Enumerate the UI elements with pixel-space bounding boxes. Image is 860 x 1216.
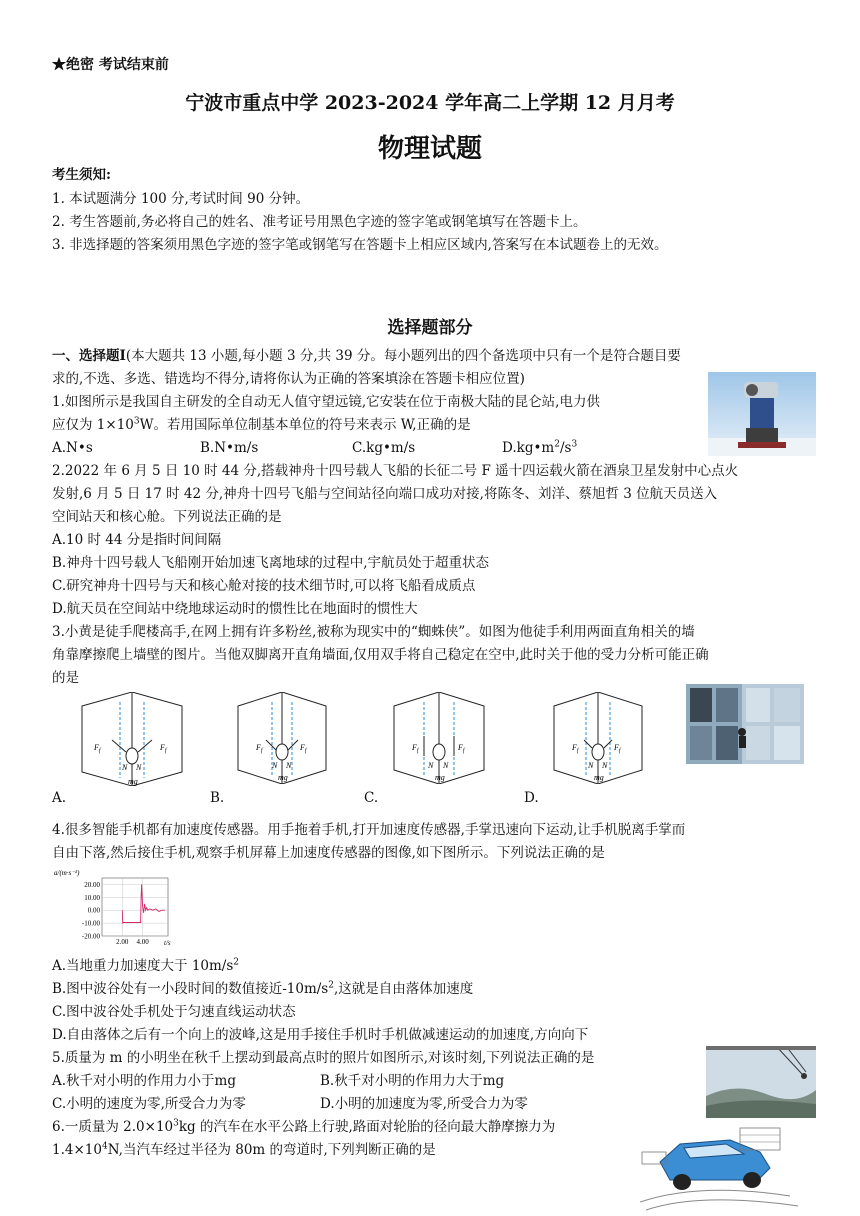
q5-option-c[interactable]: C.小明的速度为零,所受合力为零 (52, 1096, 246, 1112)
swing-photo (706, 1046, 816, 1118)
q2-line-2: 发射,6 月 5 日 17 时 42 分,神舟十四号飞船与空间站径向端口成功对接,将陈冬、刘洋、蔡旭哲 3 位航天员送入 (52, 486, 718, 502)
svg-text:Ff: $F_f$ (300, 743, 307, 754)
q5-option-d[interactable]: D.小明的加速度为零,所受合力为零 (320, 1096, 528, 1112)
q4-line-1: 4.很多智能手机都有加速度传感器。用手拖着手机,打开加速度传感器,手掌迅速向下运动,让手机脱离手掌而 (52, 822, 686, 838)
svg-text:mg: mg (435, 773, 445, 782)
q3-option-b[interactable]: B. (210, 790, 225, 806)
notice-item-2: 2. 考生答题前,务必将自己的姓名、准考证号用黑色字迹的签字笔或钢笔填写在答题卡上。 (52, 214, 587, 230)
wall-climber-photo (686, 684, 804, 764)
q3-diagram-c (392, 692, 486, 784)
q1-line-2: 应仅为 $1\times 10^3W$。若用国际单位制基本单位的符号来表示 W,正确的是 (52, 416, 471, 433)
svg-text:Ff: $F_f$ (94, 743, 101, 754)
q3-diagram-a (80, 692, 184, 786)
q6-line-1: 6.一质量为 $2.0\times 10^3kg$ 的汽车在水平公路上行驶,路面对轮胎的径向最大静摩擦力为 (52, 1118, 556, 1135)
q5-option-a[interactable]: A.秋千对小明的作用力小于mg (52, 1073, 236, 1089)
chart-ytick-label: 20.00 (84, 880, 100, 889)
q3-diagram-d (552, 692, 644, 784)
svg-text:N: N (286, 761, 292, 770)
q4-option-a[interactable]: A.当地重力加速度大于 $10m/s^2$ (52, 957, 240, 974)
q3-option-c[interactable]: C. (364, 790, 379, 806)
q4-option-d[interactable]: D.自由落体之后有一个向上的波峰,这是用手接住手机时手机做减速运动的加速度,方向向下 (52, 1027, 589, 1043)
subject-title: 物理试题 (377, 134, 482, 164)
car-illustration (640, 1122, 800, 1212)
q1-option-a[interactable]: A.N•s (52, 440, 93, 456)
q2-line-1: 2.2022 年 6 月 5 日 10 时 44 分,搭载神舟十四号载人飞船的长征二号 F 遥十四运载火箭在酒泉卫星发射中心点火 (52, 463, 739, 479)
svg-text:N: N (443, 761, 449, 770)
notice-item-1: 1. 本试题满分 100 分,考试时间 90 分钟。 (52, 191, 310, 207)
chart-xtick-label: 4.00 (136, 938, 149, 946)
section-title: 选择题部分 (387, 318, 473, 338)
svg-text:N: N (136, 763, 142, 772)
chart-ytick-label: -10.00 (81, 919, 100, 928)
q5-option-b[interactable]: B.秋千对小明的作用力大于mg (320, 1073, 505, 1089)
svg-text:N: N (602, 761, 608, 770)
section-desc-line-1 (52, 347, 681, 365)
q2-option-d[interactable]: D.航天员在空间站中绕地球运动时的惯性比在地面时的惯性大 (52, 601, 418, 617)
q4-option-b[interactable]: B.图中波谷处有一小段时间的数值接近$-10m/s^2$,这就是自由落体加速度 (52, 980, 474, 997)
notice-heading: 考生须知: (52, 167, 111, 183)
q2-option-c[interactable]: C.研究神舟十四号与天和核心舱对接的技术细节时,可以将飞船看成质点 (52, 578, 476, 594)
part-desc: (本大题共 13 小题,每小题 3 分,共 39 分。每小题列出的四个备选项中只有一个是符合题目要 (125, 348, 681, 364)
svg-text:N: N (428, 761, 434, 770)
chart-ytick-label: 10.00 (84, 893, 100, 902)
q1-line-1: 1.如图所示是我国自主研发的全自动无人值守望远镜,它安装在位于南极大陆的昆仑站,电力供 (52, 394, 600, 410)
svg-text:N: N (122, 763, 128, 772)
q3-line-2: 角靠摩擦爬上墙壁的图片。当他双脚离开直角墙面,仅用双手将自己稳定在空中,此时关于他的受力分析可能正确 (52, 647, 709, 663)
svg-text:N: N (272, 761, 278, 770)
svg-text:Ff: $F_f$ (458, 743, 465, 754)
q1-option-c[interactable]: C.kg•m/s (352, 440, 416, 456)
svg-text:Ff: $F_f$ (412, 743, 419, 754)
q1-option-d[interactable]: $D.kg•m^2/s^3$ (502, 439, 578, 456)
chart-xlabel: t/s (164, 939, 171, 947)
q4-line-2: 自由下落,然后接住手机,观察手机屏幕上加速度传感器的图像,如下图所示。下列说法正确的是 (52, 845, 605, 861)
svg-text:mg: mg (278, 773, 288, 782)
chart-ylabel: a/(m·s⁻²) (54, 869, 80, 877)
svg-text:Ff: $F_f$ (160, 743, 167, 754)
q5-line-1: 5.质量为 m 的小明坐在秋千上摆动到最高点时的照片如图所示,对该时刻,下列说法正确的是 (52, 1050, 595, 1066)
school-title: 宁波市重点中学 2023-2024 学年高二上学期 12 月月考 (185, 92, 675, 114)
q2-line-3: 空间站天和核心舱。下列说法正确的是 (52, 509, 282, 525)
q3-option-d[interactable]: D. (524, 790, 539, 806)
section-desc-line-2: 求的,不选、多选、错选均不得分,请将你认为正确的答案填涂在答题卡相应位置) (52, 371, 525, 387)
q3-diagram-b (236, 692, 328, 784)
chart-xtick-label: 2.00 (116, 938, 129, 946)
q2-option-a[interactable]: A.10 时 44 分是指时间间隔 (52, 532, 222, 548)
part-label: 一、选择题Ⅰ (52, 348, 126, 364)
q4-option-c[interactable]: C.图中波谷处手机处于匀速直线运动状态 (52, 1004, 296, 1020)
q2-option-b[interactable]: B.神舟十四号载人飞船刚开始加速飞离地球的过程中,宇航员处于超重状态 (52, 555, 490, 571)
telescope-photo (708, 372, 816, 456)
notice-item-3: 3. 非选择题的答案须用黑色字迹的签字笔或钢笔写在答题卡上相应区域内,答案写在本试题卷上的无效。 (52, 237, 668, 253)
svg-text:mg: mg (594, 773, 604, 782)
q1-option-b[interactable]: B.N•m/s (200, 440, 259, 456)
confidential-mark: ★绝密 考试结束前 (52, 57, 169, 73)
svg-text:Ff: $F_f$ (614, 743, 621, 754)
acceleration-chart (52, 866, 176, 952)
chart-ytick-label: 0.00 (87, 906, 100, 915)
q3-line-3: 的是 (52, 670, 79, 686)
chart-ytick-label: -20.00 (81, 932, 100, 941)
q6-line-2: $1.4\times 10^4N$,当汽车经过半径为 80m 的弯道时,下列判断正确的是 (52, 1141, 436, 1158)
svg-text:mg: mg (128, 777, 138, 786)
svg-text:Ff: $F_f$ (572, 743, 579, 754)
q3-line-1: 3.小黄是徒手爬楼高手,在网上拥有许多粉丝,被称为现实中的“蜘蛛侠”。如图为他徒手利用两面直角相关的墙 (52, 624, 695, 640)
svg-text:N: N (588, 761, 594, 770)
svg-text:Ff: $F_f$ (256, 743, 263, 754)
q3-option-a[interactable]: A. (52, 790, 67, 806)
